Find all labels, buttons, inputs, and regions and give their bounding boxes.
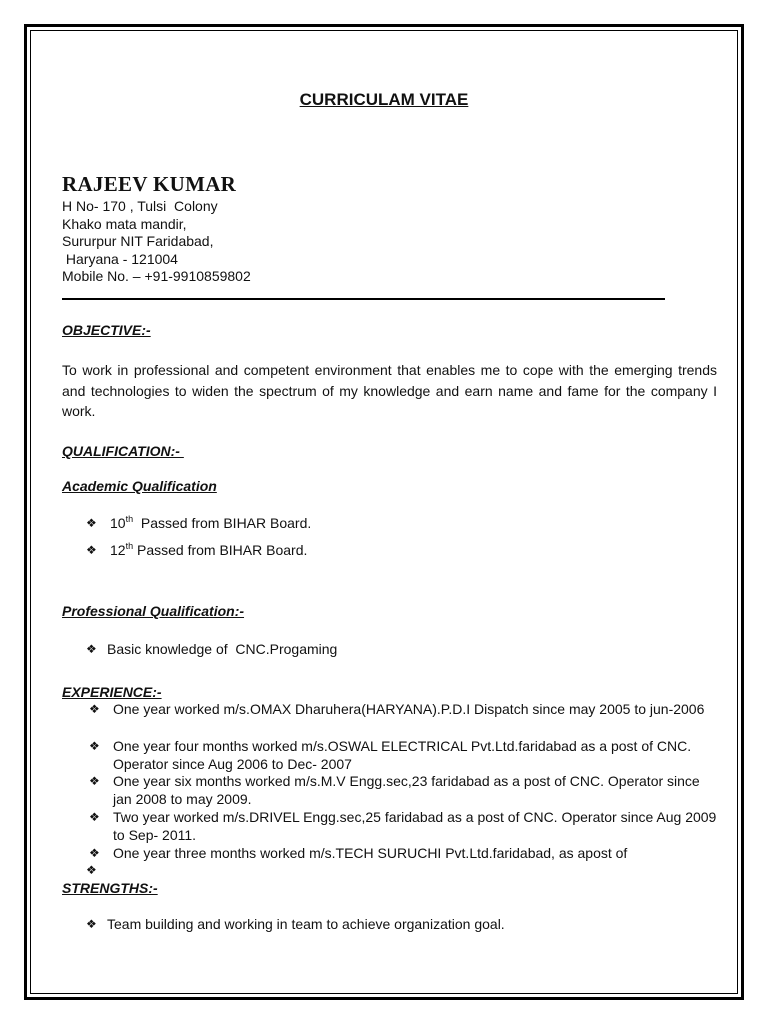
address-line: Sururpur NIT Faridabad, xyxy=(62,233,214,250)
professional-qualification-heading: Professional Qualification:- xyxy=(62,603,245,619)
strength-item-text: Team building and working in team to achieve organization goal. xyxy=(107,916,505,932)
academic-item-text: Passed from BIHAR Board. xyxy=(133,542,308,558)
address-line: Haryana - 121004 xyxy=(62,250,178,267)
candidate-name: RAJEEV KUMAR xyxy=(62,172,237,196)
diamond-bullet-icon: ❖ xyxy=(86,516,97,530)
diamond-bullet-icon: ❖ xyxy=(89,774,100,788)
class-number: 10 xyxy=(110,515,126,531)
experience-item-text: One year worked m/s.OMAX Dharuhera(HARYANA).P.D.I Dispatch since may 2005 to jun-2006 xyxy=(113,701,705,717)
academic-item-text: Passed from BIHAR Board. xyxy=(133,515,312,531)
diamond-bullet-icon: ❖ xyxy=(86,543,97,557)
document-title: CURRICULAM VITAE xyxy=(299,90,469,109)
ordinal-suffix: th xyxy=(125,541,134,551)
header-divider xyxy=(62,298,665,300)
academic-qualification-heading: Academic Qualification xyxy=(62,478,217,494)
experience-item-text: Two year worked m/s.DRIVEL Engg.sec,25 faridabad as a post of CNC. Operator since Aug 2009 to Sep- 2011. xyxy=(113,809,717,843)
diamond-bullet-icon: ❖ xyxy=(89,810,100,824)
diamond-bullet-icon: ❖ xyxy=(86,917,97,931)
address-line: H No- 170 , Tulsi Colony xyxy=(62,198,218,214)
diamond-bullet-icon: ❖ xyxy=(86,863,97,877)
experience-item-text: One year three months worked m/s.TECH SURUCHI Pvt.Ltd.faridabad, as apost of xyxy=(113,845,628,861)
mobile-number: Mobile No. – +91-9910859802 xyxy=(62,268,251,285)
experience-heading: EXPERIENCE:- xyxy=(62,684,162,700)
objective-text: To work in professional and competent environment that enables me to cope with the emerging trends and technologies to widen the spectrum of my knowledge and earn name and fame for the company I work. xyxy=(62,362,717,419)
address-line: Khako mata mandir, xyxy=(62,215,187,232)
diamond-bullet-icon: ❖ xyxy=(89,702,100,716)
experience-item-text: One year four months worked m/s.OSWAL ELECTRICAL Pvt.Ltd.faridabad as a post of CNC. Operator since Aug 2006 to Dec- 2007 xyxy=(113,738,692,772)
qualification-heading: QUALIFICATION:- xyxy=(62,443,184,459)
ordinal-suffix: th xyxy=(125,514,134,524)
strengths-heading: STRENGTHS:- xyxy=(62,880,158,896)
diamond-bullet-icon: ❖ xyxy=(89,739,100,753)
experience-item-text: One year six months worked m/s.M.V Engg.sec,23 faridabad as a post of CNC. Operator since jan 2008 to may 2009. xyxy=(113,773,700,807)
class-number: 12 xyxy=(110,542,126,558)
diamond-bullet-icon: ❖ xyxy=(89,846,100,860)
diamond-bullet-icon: ❖ xyxy=(86,642,97,656)
address-block xyxy=(62,198,251,286)
professional-item-text: Basic knowledge of CNC.Progaming xyxy=(107,641,338,657)
objective-heading: OBJECTIVE:- xyxy=(62,322,151,338)
